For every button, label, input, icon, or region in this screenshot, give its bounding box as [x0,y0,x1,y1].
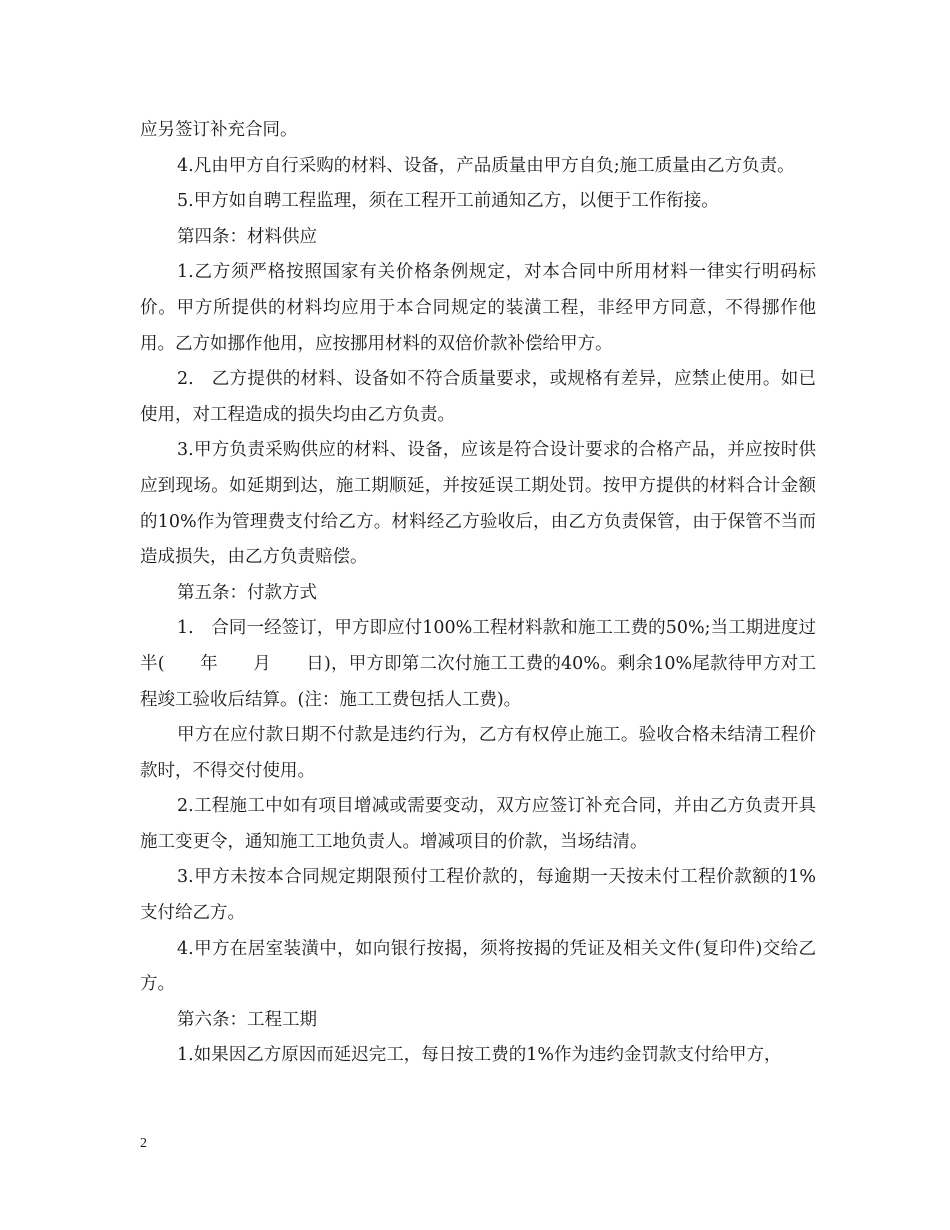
paragraph: 5.甲方如自聘工程监理，须在工程开工前通知乙方，以便于工作衔接。 [177,191,719,212]
paragraph: 4.甲方在居室装潢中，如向银行按揭，须将按揭的凭证及相关文件(复印件)交给乙方。 [140,938,816,995]
paragraph: 1.乙方须严格按照国家有关价格条例规定，对本合同中所用材料一律实行明码标价。甲方所提供的材料均应用于本合同规定的装潢工程，非经甲方同意，不得挪作他用。乙方如挪作他用，应按挪用材料的双倍价款补偿给甲方。 [140,262,816,354]
section-heading: 第五条：付款方式 [177,582,317,603]
paragraph: 3.甲方负责采购供应的材料、设备，应该是符合设计要求的合格产品，并应按时供应到现场。如延期到达，施工期顺延，并按延误工期处罚。按甲方提供的材料合计金额的10%作为管理费支付给乙方。材料经乙方验收后，由乙方负责保管，由于保管不当而造成损失，由乙方负责赔偿。 [140,440,816,568]
page-number: 2 [140,1136,147,1151]
paragraph: 1.如果因乙方原因而延迟完工，每日按工费的1%作为违约金罚款支付给甲方， [177,1045,782,1066]
paragraph: 甲方在应付款日期不付款是违约行为，乙方有权停止施工。验收合格未结清工程价款时，不得交付使用。 [140,725,816,781]
section-heading: 第六条：工程工期 [177,1009,317,1030]
paragraph: 3.甲方未按本合同规定期限预付工程价款的，每逾期一天按未付工程价款额的1%支付给乙方。 [140,867,816,924]
paragraph: 2. 乙方提供的材料、设备如不符合质量要求，或规格有差异，应禁止使用。如已使用，对工程造成的损失均由乙方负责。 [140,369,816,425]
paragraph: 1. 合同一经签订，甲方即应付100%工程材料款和施工工费的50%;当工期进度过半( 年 月 日)，甲方即第二次付施工工费的40%。剩余10%尾款待甲方对工程竣工验收后结算。(注：施工工费包括人工费)。 [140,618,816,710]
document-body [140,113,816,1074]
section-heading: 第四条：材料供应 [177,226,317,247]
paragraph: 应另签订补充合同。 [140,120,298,140]
paragraph: 4.凡由甲方自行采购的材料、设备，产品质量由甲方自负;施工质量由乙方负责。 [177,155,795,176]
paragraph: 2.工程施工中如有项目增减或需要变动，双方应签订补充合同，并由乙方负责开具施工变更令，通知施工工地负责人。增减项目的价款，当场结清。 [140,796,816,852]
